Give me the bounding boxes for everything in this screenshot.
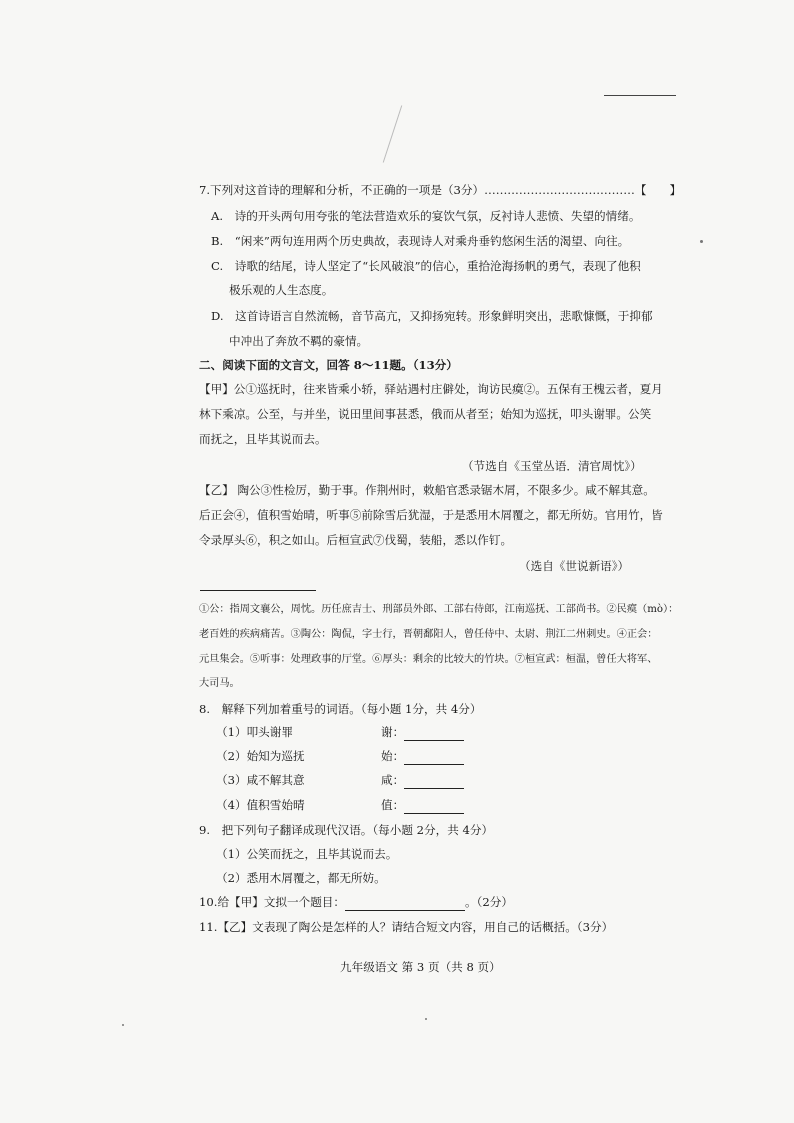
q7-option-c: C. 诗歌的结尾，诗人坚定了“长风破浪”的信心，重拾沧海扬帆的勇气，表现了他积: [211, 259, 641, 273]
q7-option-b: B. “闲来”两句连用两个历史典故，表现诗人对乘舟垂钓悠闲生活的渴望、向往。: [211, 234, 630, 248]
q8-item-word: 谢：: [381, 725, 405, 739]
top-rule: [604, 95, 676, 96]
jia-line: 【甲】公①巡抚时，往来皆乘小轿，驿站遇村庄僻处，询访民瘼②。五保有王槐云者，夏月: [199, 382, 663, 396]
q10-suffix: 。（2分）: [464, 895, 513, 909]
q8-item-3: [216, 771, 305, 789]
q7-option-d: D. 这首诗语言自然流畅，音节高亢，又抑扬宛转。形象鲜明突出，悲歌慷慨，于抑郁: [211, 309, 653, 323]
scan-speck: [700, 240, 703, 243]
q8-item-word: 值：: [381, 798, 405, 812]
q8-item-num: （3）: [216, 773, 247, 787]
jia-line: 林下乘凉。公至，与并坐，说田里间事甚悉，俄而从者至；始知为巡抚，叩头谢罪。公笑: [199, 407, 652, 421]
yi-source: （选自《世说新语》）: [519, 559, 630, 573]
q8-item-num: （4）: [216, 798, 247, 812]
q8-item-4: [216, 796, 305, 814]
q8-item-phrase: 叩头谢罪: [246, 725, 293, 739]
q8-item-phrase: 始知为巡抚: [246, 749, 305, 763]
q10-line: [199, 893, 513, 911]
q8-item-num: （2）: [216, 749, 247, 763]
scan-streak: [383, 105, 402, 162]
q8-item-phrase: 咸不解其意: [246, 773, 305, 787]
q8-answer-blank[interactable]: [404, 750, 464, 765]
q7-stem: 7.下列对这首诗的理解和分析，不正确的一项是（3分）: [199, 183, 485, 197]
jia-source: （节选自《玉堂丛语．清官周忱》）: [462, 459, 642, 473]
q8-item-1: [216, 723, 293, 741]
q7-stem-line: [199, 181, 681, 199]
q8-item-word: 咸：: [381, 773, 405, 787]
yi-line: 后正会④，值积雪始晴，听事⑤前除雪后犹湿，于是悉用木屑覆之，都无所妨。官用竹，皆: [199, 508, 663, 522]
q9-item-1: （1）公笑而抚之，且毕其说而去。: [216, 847, 398, 861]
q7-answer-bracket: 【 】: [634, 183, 682, 197]
q8-answer-2: [381, 747, 464, 765]
q7-option-c-cont: 极乐观的人生态度。: [229, 283, 334, 297]
jia-line: 而抚之，且毕其说而去。: [199, 432, 327, 446]
q9-stem: 9. 把下列句子翻译成现代汉语。（每小题 2分，共 4分）: [199, 823, 494, 837]
page-footer: 九年级语文 第 3 页（共 8 页）: [340, 960, 501, 974]
q7-option-d-cont: 中冲出了奔放不羁的豪情。: [229, 334, 369, 348]
footnote-rule: [200, 590, 316, 591]
q8-answer-1: [381, 723, 464, 741]
q8-item-num: （1）: [216, 725, 247, 739]
q10-prefix: 10.给【甲】文拟一个题目：: [199, 895, 345, 909]
yi-line: 【乙】 陶公③性检厉，勤于事。作荆州时，敕船官悉录锯木屑，不限多少。咸不解其意。: [199, 483, 655, 497]
q8-answer-4: [381, 796, 464, 814]
q9-item-2: （2）悉用木屑覆之，都无所妨。: [216, 871, 386, 885]
section2-heading: 二、阅读下面的文言文，回答 8～11题。（13分）: [199, 358, 458, 372]
footnote-line: 老百姓的疾病痛苦。③陶公：陶侃，字士行，晋朝鄱阳人，曾任侍中、太尉、荆江二州刺史。④正会：: [199, 629, 658, 640]
q10-answer-blank[interactable]: [345, 896, 465, 911]
q8-stem: 8. 解释下列加着重号的词语。（每小题 1分，共 4分）: [199, 702, 482, 716]
scan-speck: [122, 1024, 124, 1026]
q7-leader: …………………………………: [484, 183, 635, 197]
q11-stem: 11.【乙】文表现了陶公是怎样的人？请结合短文内容，用自己的话概括。（3分）: [199, 920, 614, 934]
q8-answer-blank[interactable]: [404, 726, 464, 741]
footnote-line: 元旦集会。⑤听事：处理政事的厅堂。⑥厚头：剩余的比较大的竹块。⑦桓宣武：桓温，曾任大将军、: [199, 654, 658, 665]
q7-option-a: A. 诗的开头两句用夸张的笔法营造欢乐的宴饮气氛，反衬诗人悲愤、失望的情绪。: [211, 209, 641, 223]
q8-answer-3: [381, 771, 464, 789]
q8-item-2: [216, 747, 305, 765]
q8-answer-blank[interactable]: [404, 799, 464, 814]
q8-answer-blank[interactable]: [404, 774, 464, 789]
footnote-line: 大司马。: [199, 678, 240, 689]
q8-item-phrase: 值积雪始晴: [246, 798, 305, 812]
footnote-line: ①公：指周文襄公，周忱。历任庶吉士、刑部员外郎、工部右侍郎，江南巡抚、工部尚书。②民瘼（mò）：: [199, 604, 679, 615]
scan-speck: [425, 1018, 427, 1020]
q8-item-word: 始：: [381, 749, 405, 763]
yi-line: 令录厚头⑥，积之如山。后桓宣武⑦伐蜀，装船，悉以作钉。: [199, 533, 513, 547]
